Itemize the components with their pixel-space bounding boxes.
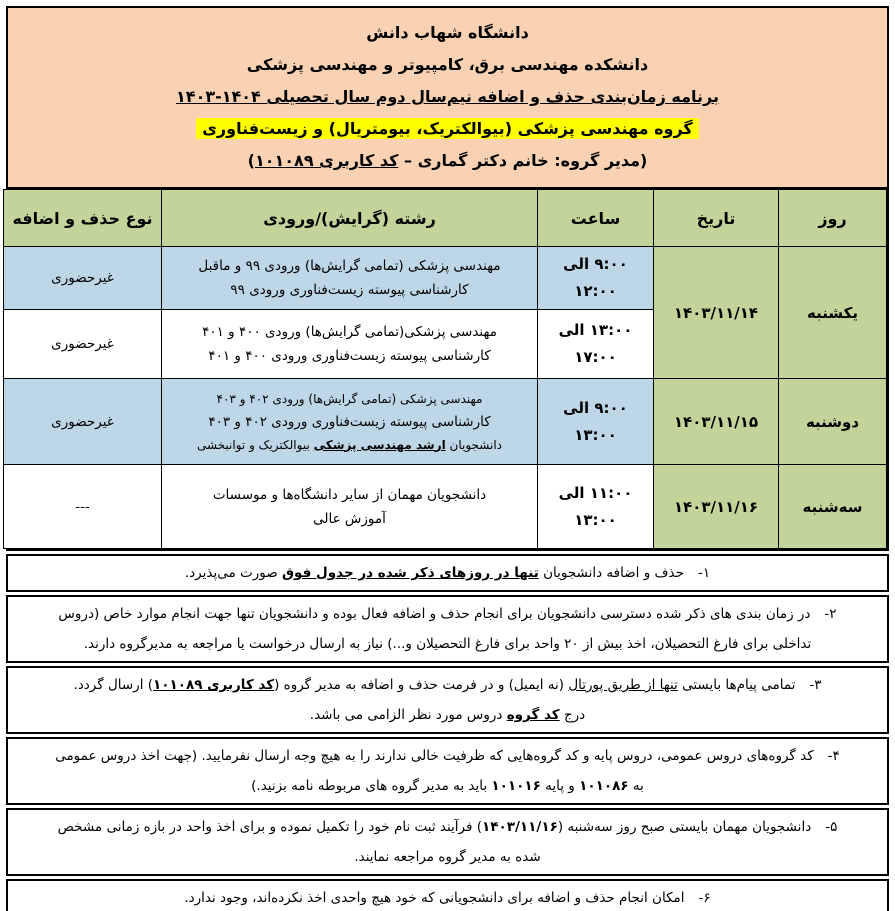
note-4-line1: کد گروه‌های دروس عمومی، دروس پایه و کد گروه‌هایی که ظرفیت خالی ندارند را به هیچ وجه ارسال نفرمایید. (جهت اخذ دروس عمومی [55, 748, 814, 764]
time-r2-line1: ۱۳:۰۰ الی [558, 321, 633, 339]
note-4 [6, 737, 889, 805]
major-cell-r2 [162, 310, 538, 379]
faculty-name: دانشکده مهندسی برق، کامپیوتر و مهندسی پزشکی [246, 55, 649, 74]
group-title-line [14, 113, 881, 145]
note-5-text-pre: دانشجویان مهمان بایستی صبح روز سه‌شنبه ( [557, 819, 812, 835]
table-row [4, 379, 887, 465]
program-title-text: برنامه زمان‌بندی حذف و اضافه نیم‌سال دوم سال تحصیلی ۱۴۰۴-۱۴۰۳ [176, 87, 719, 106]
type-cell-r4: --- [4, 465, 162, 549]
group-title-highlight: گروه مهندسی پزشکی (بیوالکتریک، بیومتریال) و زیست‌فناوری [196, 118, 698, 139]
table-header-row [4, 190, 887, 247]
note-4-code-basic: ۱۰۱۰۱۶ [491, 778, 541, 794]
note-3-group-code-emphasis: کد گروه [506, 707, 560, 723]
note-2-number: ۲- [824, 606, 837, 622]
major-cell-r3 [162, 379, 538, 465]
time-cell-r3: ۹:۰۰ الی ۱۳:۰۰ [538, 379, 654, 465]
note-5-date: ۱۴۰۳/۱۱/۱۶ [482, 819, 558, 835]
time-cell-r2 [538, 310, 654, 379]
time-cell-r4 [538, 465, 654, 549]
column-header-major: رشته (گرایش)/ورودی [162, 190, 538, 247]
note-2-line2: تداخلی برای فارغ التحصیلان، اخذ بیش از ۲۰ واحد برای فارغ التحصیلان و...) نیاز به ارسال درخواست یا مراجعه به مدیرگروه دارند. [83, 636, 812, 652]
column-header-type: نوع حذف و اضافه [4, 190, 162, 247]
note-3-text-mid2: ) ارسال گردد. [73, 677, 154, 693]
note-3-line2-pre: درج [559, 707, 586, 723]
note-6-number: ۶- [698, 890, 711, 906]
major-cell-r1 [162, 247, 538, 310]
note-5 [6, 808, 889, 876]
note-3-portal-emphasis: تنها از طریق پورتال [568, 677, 678, 693]
major-r3-line1: مهندسی پزشکی (تمامی گرایش‌ها) ورودی ۴۰۲ و ۴۰۳ [216, 391, 483, 406]
column-header-time: ساعت [538, 190, 654, 247]
note-3-text-mid1: (نه ایمیل) و در فرمت حذف و اضافه به مدیر گروه ( [274, 677, 569, 693]
major-r2-line2: کارشناسی پیوسته زیست‌فناوری ورودی ۴۰۰ و ۴۰۱ [208, 348, 491, 364]
day-cell-sunday: یکشنبه [779, 247, 887, 379]
manager-prefix: (مدیر گروه: خانم دکتر گماری – [398, 151, 648, 170]
time-r4-line2: ۱۳:۰۰ [574, 510, 617, 529]
note-1 [6, 554, 889, 592]
document-header [8, 8, 887, 189]
note-5-number: ۵- [825, 819, 838, 835]
note-4-number: ۴- [827, 748, 840, 764]
major-r3-line3-prefix: دانشجویان [445, 437, 503, 452]
note-4-line2-mid: و پایه [540, 778, 580, 794]
note-1-text-post: صورت می‌پذیرد. [184, 565, 282, 581]
major-cell-r4 [162, 465, 538, 549]
note-5-line2: شده به مدیر گروه مراجعه نمایند. [354, 849, 541, 865]
note-3-text-pre: تمامی پیام‌ها بایستی [677, 677, 796, 693]
date-cell-sunday: ۱۴۰۳/۱۱/۱۴ [654, 247, 779, 379]
note-3 [6, 666, 889, 734]
day-cell-tuesday: سه‌شنبه [779, 465, 887, 549]
program-title [14, 81, 881, 113]
note-6-text: امکان انجام حذف و اضافه برای دانشجویانی که خود هیچ واحدی اخذ نکرده‌اند، وجود ندارد. [184, 890, 685, 906]
time-r2-line2: ۱۷:۰۰ [574, 348, 617, 366]
major-r4-line1: دانشجویان مهمان از سایر دانشگاه‌ها و موسسات [212, 486, 487, 503]
note-1-emphasis: تنها در روزهای ذکر شده در جدول فوق [281, 565, 539, 581]
day-cell-monday: دوشنبه [779, 379, 887, 465]
date-cell-tuesday: ۱۴۰۳/۱۱/۱۶ [654, 465, 779, 549]
major-r3-masters-emphasis: ارشد مهندسی پزشکی [313, 437, 446, 452]
column-header-day: روز [779, 190, 887, 247]
major-r1-line2: کارشناسی پیوسته زیست‌فناوری ورودی ۹۹ [230, 282, 469, 298]
table-row [4, 247, 887, 310]
note-6 [6, 879, 889, 911]
major-r3-line3-suffix: بیوالکتریک و توانبخشی [196, 437, 314, 452]
schedule-box [6, 6, 889, 551]
date-cell-monday: ۱۴۰۳/۱۱/۱۵ [654, 379, 779, 465]
note-4-line2-pre: به [628, 778, 644, 794]
note-1-number: ۱- [697, 565, 711, 581]
university-name: دانشگاه شهاب دانش [366, 23, 529, 42]
note-2 [6, 595, 889, 663]
major-r1-line1: مهندسی پزشکی (تمامی گرایش‌ها) ورودی ۹۹ و ماقبل [198, 258, 501, 274]
type-cell-r3: غیرحضوری [4, 379, 162, 465]
column-header-date: تاریخ [654, 190, 779, 247]
major-r3-line3 [166, 434, 533, 456]
type-cell-r2: غیرحضوری [4, 310, 162, 379]
note-2-line1: در زمان بندی های ذکر شده دسترسی دانشجویان برای انجام حذف و اضافه فعال بوده و دانشجویان تنها جهت انجام موارد خاص (دروس [58, 606, 811, 622]
manager-line [14, 145, 881, 177]
note-3-number: ۳- [809, 677, 822, 693]
note-5-text-mid: ) فرآیند ثبت نام خود را تکمیل نموده و برای اخذ واحد در بازه زمانی مشخص [57, 819, 483, 835]
time-r4-line1: ۱۱:۰۰ الی [558, 483, 633, 502]
note-1-text-pre: حذف و اضافه دانشجویان [538, 565, 684, 581]
major-r4-line2: آموزش عالی [313, 510, 386, 527]
note-3-line2-post: دروس مورد نظر الزامی می باشد. [309, 707, 507, 723]
type-cell-r1: غیرحضوری [4, 247, 162, 310]
note-3-user-code: کد کاربری ۱۰۱۰۸۹ [153, 677, 275, 693]
note-4-code-general: ۱۰۱۰۸۶ [579, 778, 629, 794]
manager-user-code: کد کاربری ۱۰۱۰۸۹ [254, 151, 399, 170]
table-row [4, 465, 887, 549]
note-4-line2-post: باید به مدیر گروه های مربوطه نامه بزنید.) [251, 778, 492, 794]
schedule-table [3, 189, 887, 549]
major-r2-line1: مهندسی پزشکی(تمامی گرایش‌ها) ورودی ۴۰۰ و ۴۰۱ [202, 324, 497, 340]
major-r3-line2: کارشناسی پیوسته زیست‌فناوری ورودی ۴۰۲ و ۴۰۳ [208, 413, 491, 430]
time-cell-r1: ۹:۰۰ الی ۱۲:۰۰ [538, 247, 654, 310]
manager-suffix: ) [247, 151, 255, 170]
